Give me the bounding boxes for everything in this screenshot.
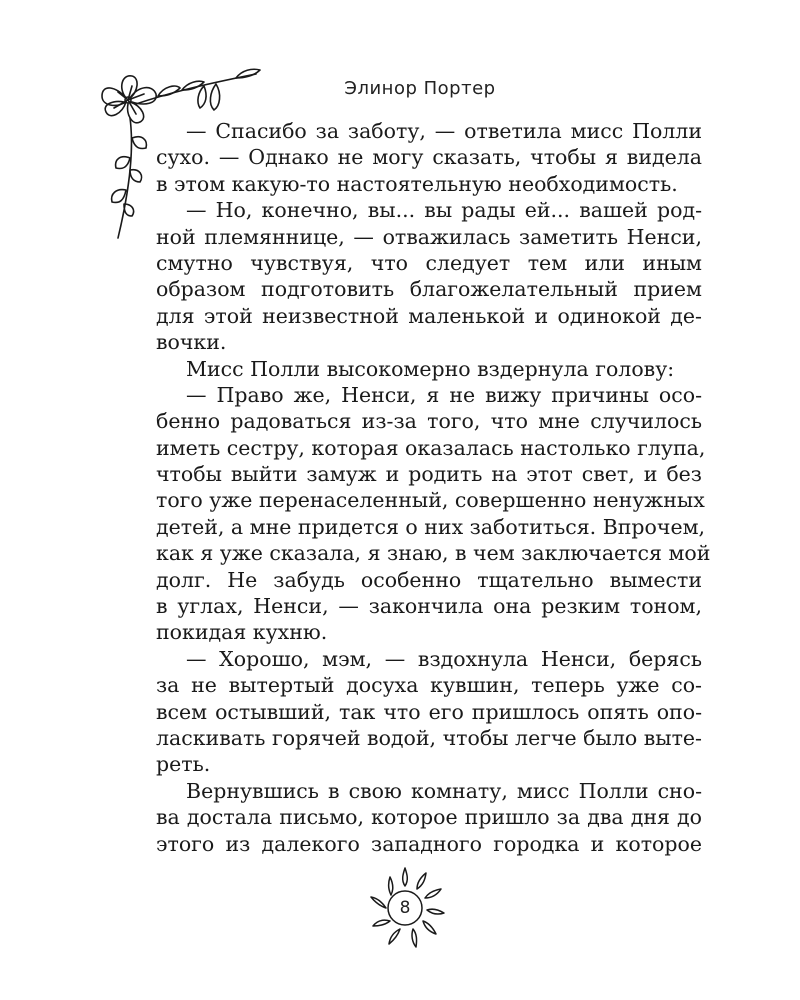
text-line: покидая кухню. [156,620,328,645]
text-line: Мисс Полли высокомерно вздернула голову: [186,356,675,381]
text-line: детей, а мне придется о них заботиться. Впрочем, [156,514,706,539]
text-line: ной племяннице, — отважилась заметить Ненси, [156,224,702,249]
text-line: за не вытертый досуха кувшин, теперь уже со- [156,673,702,698]
text-line: смутно чувствуя, что следует тем или иным [156,250,702,275]
text-line: образом подготовить благожелательный прием [156,277,702,302]
text-line: — Но, конечно, вы... вы рады ей... вашей род- [186,198,702,223]
text-line: в углах, Ненси, — закончила она резким тоном, [156,594,702,619]
text-line: долг. Не забудь особенно тщательно вымести [156,567,702,592]
running-header-author: Элинор Портер [344,78,496,99]
text-line: того уже перенаселенный, совершенно ненужных [156,488,705,513]
text-line: для этой неизвестной маленькой и одинокой де- [156,303,702,328]
page-number-ornament [353,862,453,962]
text-line: чтобы выйти замуж и родить на этот свет, и без [156,462,702,487]
text-line: — Право же, Ненси, я не вижу причины осо- [186,382,702,407]
text-line: ласкивать горячей водой, чтобы легче было выте- [156,725,702,750]
body-text [156,118,711,857]
text-line: бенно радоваться из-за того, что мне случилось [156,409,702,434]
text-line: Вернувшись в свою комнату, мисс Полли сно- [186,778,702,803]
text-line: всем остывший, так что его пришлось опять опо- [156,699,702,724]
page-number: 8 [399,898,411,918]
text-line: — Хорошо, мэм, — вздохнула Ненси, берясь [186,646,702,671]
text-line: — Спасибо за заботу, — ответила мисс Полли [186,119,702,143]
text-line: реть. [156,752,211,777]
text-line: как я уже сказала, я знаю, в чем заключается мой [156,541,711,566]
text-line: ва достала письмо, которое пришло за два дня до [156,805,702,830]
text-line: сухо. — Однако не могу сказать, чтобы я видела [156,145,702,170]
text-line: в этом какую-то настоятельную необходимость. [156,171,678,196]
text-line: иметь сестру, которая оказалась настолько глупа, [156,435,706,460]
text-line: этого из далекого западного городка и которое [156,831,702,856]
text-line: вочки. [156,330,227,355]
